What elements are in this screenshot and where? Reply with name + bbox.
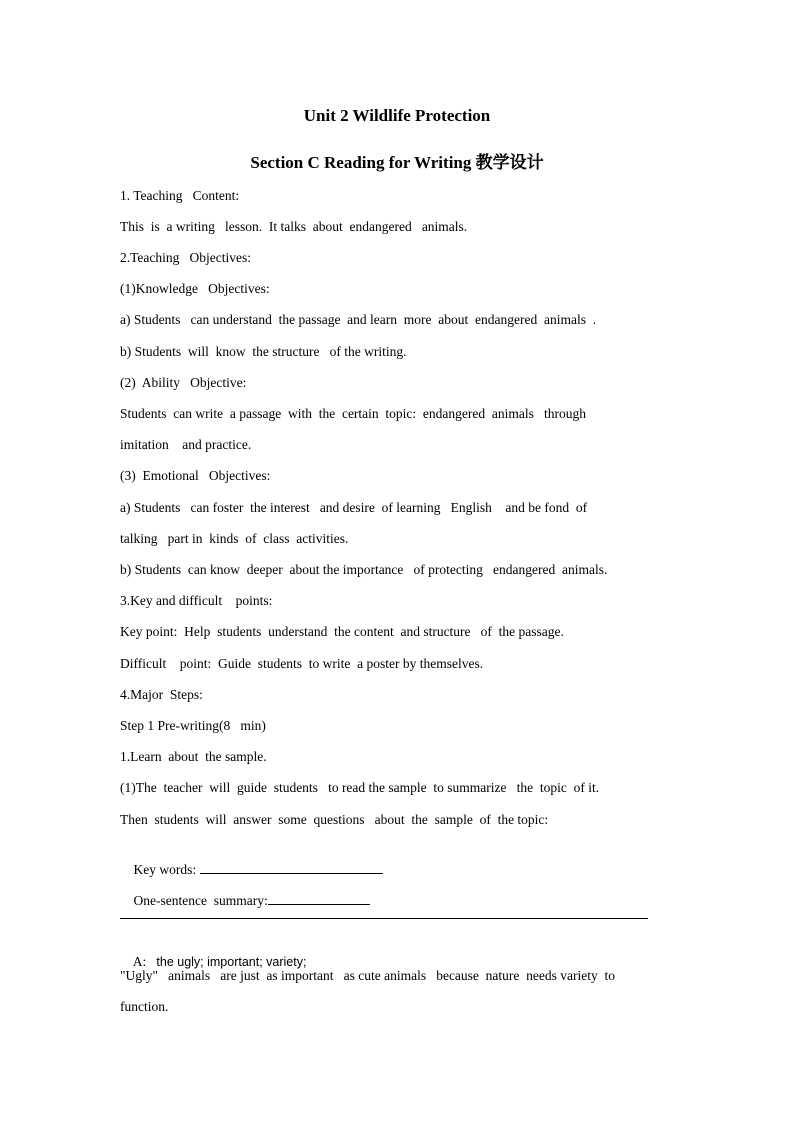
teaching-content-heading: 1. Teaching Content:	[120, 188, 240, 203]
emotional-objective-a-2: talking part in kinds of class activities.	[120, 531, 349, 546]
summary-label: One-sentence summary:	[133, 893, 268, 908]
emotional-objective-a-1: a) Students can foster the interest and desire of learning English and be fond of	[120, 500, 588, 515]
answer-questions-text: Then students will answer some questions about the sample of the topic:	[120, 812, 549, 827]
teacher-guide-text: (1)The teacher will guide students to read the sample to summarize the topic of it.	[120, 780, 600, 795]
teaching-objectives-heading: 2.Teaching Objectives:	[120, 250, 252, 265]
summary-row	[120, 873, 370, 928]
ability-objective-text-2: imitation and practice.	[120, 437, 252, 452]
ability-objective-text-1: Students can write a passage with the certain topic: endangered animals through	[120, 406, 586, 421]
answer-words: the ugly; important; variety;	[156, 955, 307, 969]
answer-summary-line-2: function.	[120, 999, 169, 1014]
answer-prefix: A:	[132, 954, 147, 969]
step-1-heading: Step 1 Pre-writing(8 min)	[120, 718, 266, 733]
knowledge-objective-b: b) Students will know the structure of the writing.	[120, 344, 407, 359]
key-words-label: Key words:	[133, 862, 200, 877]
knowledge-objectives-heading: (1)Knowledge Objectives:	[120, 281, 270, 296]
summary-blank	[268, 891, 370, 905]
key-difficult-heading: 3.Key and difficult points:	[120, 593, 273, 608]
document-subtitle: Section C Reading for Writing 教学设计	[250, 153, 544, 172]
answer-divider	[120, 918, 648, 919]
difficult-point-text: Difficult point: Guide students to write a poster by themselves.	[120, 656, 484, 671]
emotional-objective-b: b) Students can know deeper about the importance of protecting endangered animals.	[120, 562, 608, 577]
emotional-objectives-heading: (3) Emotional Objectives:	[120, 468, 271, 483]
teaching-content-text: This is a writing lesson. It talks about endangered animals.	[120, 219, 468, 234]
major-steps-heading: 4.Major Steps:	[120, 687, 203, 702]
answer-summary-line-1: "Ugly" animals are just as important as cute animals because nature needs variety to	[120, 968, 615, 983]
key-point-text: Key point: Help students understand the content and structure of the passage.	[120, 624, 564, 639]
document-title: Unit 2 Wildlife Protection	[303, 106, 491, 125]
key-words-blank	[200, 860, 383, 874]
learn-sample-heading: 1.Learn about the sample.	[120, 749, 267, 764]
knowledge-objective-a: a) Students can understand the passage and learn more about endangered animals .	[120, 312, 597, 327]
ability-objective-heading: (2) Ability Objective:	[120, 375, 247, 390]
